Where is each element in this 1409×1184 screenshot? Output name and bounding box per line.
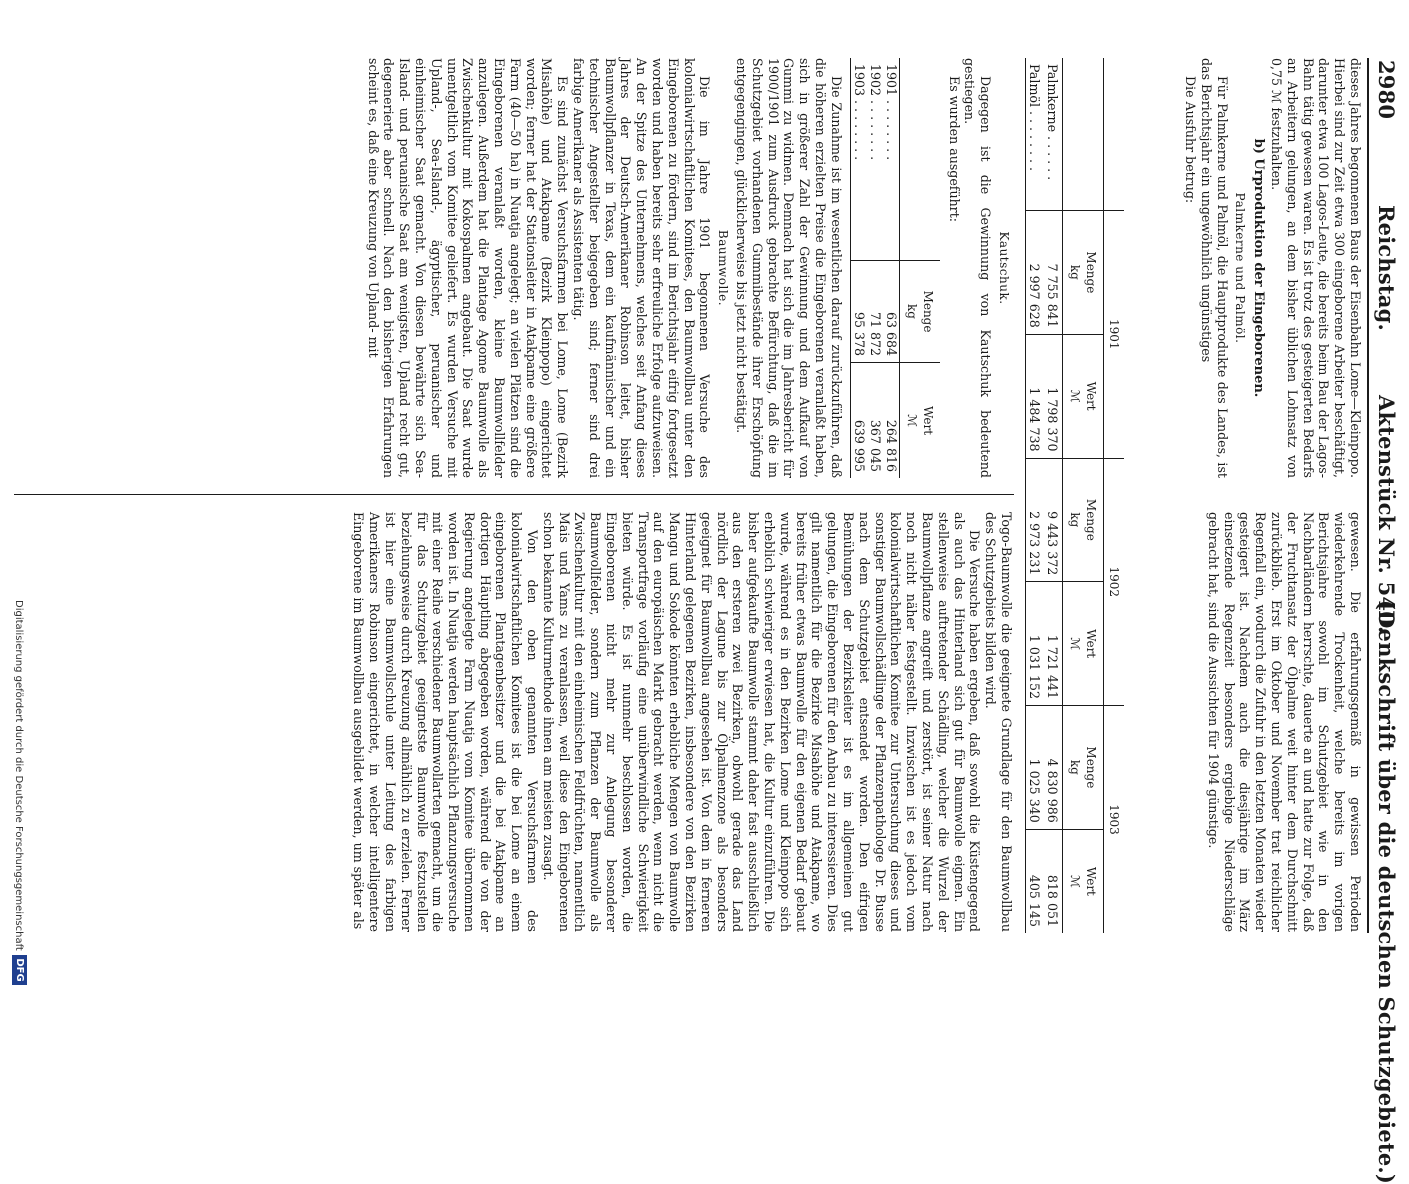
header-right: (Denkschrift über die deutschen Schutzgebiete.) [1374,600,1399,1184]
unit-val: Wert ℳ [1063,829,1104,933]
intro-right-text: gewesen. Die erfahrungsgemäß in gewissen Perioden wiederkehrende Trockenheit, welche bereits im vorigen Berichtsjahre sowohl im Schutzgebiet wie in den Nachbarländern herrschte, dauerte an und hatte zur Folge, daß der Fruchtansatz der Ölpalme weit hinter dem Durchschnitt zurückblieb. Erst im Oktober und November trat reichlicher Regenfall ein, wodurch die Zufuhr in den letzten Monaten wieder gesteigert ist. Nachdem auch die diesjährige im März einsetzende Regenzeit besonders ergiebige Niederschläge gebracht hat, sind die Aussichten für 1904 günstige. [1205,512,1363,932]
table-cell: 1 025 340 [1026,706,1045,830]
kautschuk-paragraph: Die Zunahme ist im wesentlichen darauf zurückzuführen, daß die höheren erzielten Preise die Eingeborenen veranlaßt haben, sich in größerer Zahl der Gewinnung und dem Aufkauf von Gummi zu widmen. Demnach hat sich die im Jahresbericht für 1900/1901 zum Ausdruck gebrachte Befürchtung, daß die im Schutzgebiet vorhandenen Gummibestände ihrer Erschöpfung entgegengingen, glücklicherweise bis jetzt nicht bestätigt. [734,58,844,478]
table-corner-2 [1063,58,1104,211]
palm-export-table [1025,58,1124,933]
section-b-text: Für Palmkerne und Palmöl, die Hauptprodukte des Landes, ist das Berichtsjahr ein ungewöhnlich ungünstiges [1198,58,1230,478]
table-cell: 264 816 [883,363,900,478]
column-divider [14,494,1014,495]
table-cell: 71 872 [867,261,883,363]
header-rule [1367,58,1369,933]
section-b-subheading: Palmkerne und Palmöl. [1233,192,1248,344]
unit-qty: Menge kg [1063,211,1104,335]
table-row [1026,58,1045,933]
table-cell: 1 031 152 [1026,582,1045,706]
baumwolle-right-2: Die Versuche haben ergeben, daß sowohl die Küstengegend als auch das Hinterland sich gut für Baumwolle eignen. Ein stellenweise auftretender Schädling, welcher die Wurzel der Baumwollpflanze angreift und zerstört, ist seiner Natur nach noch nicht näher festgestellt. Inzwischen ist es jedoch vom kolonialwirtschaftlichen Komitee zur Untersuchung dieses und sonstiger Baumwollschädlinge der Pflanzenpathologe Dr. Busse nach dem Schutzgebiet entsendet worden. Den eifrigen Bemühungen der Bezirksleiter ist es im allgemeinen gut gelungen, die Eingeborenen für den Anbau zu interessieren. Dies gilt namentlich für die Bezirke Misahöhe und Atakpame, wo bereits früher etwas Baumwolle für den eigenen Bedarf gebaut wurde, während es in den Bezirken Lome und Kleinpopo sich erheblich schwieriger erwiesen hat, die Kultur einzuführen. Die bisher aufgekaufte Baumwolle stammt daher fast ausschließlich aus den ersteren zwei Bezirken, obwohl gerade das Land nördlich der Lagune bis zur Ölpalmenzone als besonders geeignet für Baumwollbau angesehen ist. Von dem in ferneren Hinterland gelegenen Bezirken, insbesondere von den Bezirken Mangu und Sokode könnten erhebliche Mengen von Baumwolle auf den europäischen Markt gebracht werden, wenn nicht die Transportfrage vorläufig eine unüberwindliche Schwierigkeit bieten würde. Es ist nunmehr beschlossen worden, die Eingeborenen nicht mehr zur Anlegung besonderer Baumwollfelder, sondern zum Pflanzen der Baumwolle als Zwischenkultur mit den einheimischen Feldfrüchten, namentlich Mais und Yams zu veranlassen, weil diese den Eingeborenen schon bekannte Kulturmethode ihnen am meisten zusagt. [540,512,983,932]
table-corner [899,58,940,261]
table-cell: 63 684 [883,261,900,363]
intro-left-text: dieses Jahres begonnenen Baus der Eisenbahn Lome—Kleinpopo. Hierbei sind zur Zeit etwa 300 eingeborene Arbeiter beschäftigt, darunter etwa 100 Lagos-Leute, die bereits beim Bau der Lagos-Bahn tätig gewesen waren. Es ist trotz des gesteigerten Bedarfs an Arbeitern gelungen, an dem bisher üblichen Lohnsatz von 0,75 ℳ festzuhalten. [1269,58,1363,478]
table-cell: 7 755 841 [1044,211,1063,335]
kautschuk-text1: Dagegen ist die Gewinnung von Kautschuk bedeutend gestiegen. [962,58,994,478]
baumwolle-right-3: Von den oben genannten Versuchsfarmen des kolonialwirtschaftlichen Komitees ist die bei Lome an einem eingeborenen Plantagenbesitzer und die bei Atakpame an dortigen Häuptling abgegeben worden, während die von der Regierung angelegte Farm Nuatja vom Komitee übernommen worden ist. In Nuatja werden hauptsächlich Pflanzungsversuche mit einer Reihe verschiedener Baumwollarten gemacht, um die für das Schutzgebiet geeignetste Baumwolle festzustellen beziehungsweise durch Kreuzung allmählich zu erzielen. Ferner ist hier eine Baumwollschule unter Leitung des farbigen Amerikaners Robinson eingerichtet, in welcher intelligentere Eingeborene im Baumwollbau ausgebildet werden, um später als [351,512,541,932]
digitization-credit: Digitalisierung gefördert durch die Deutsche Forschungsgemeinschaft [13,600,24,951]
table-cell: 405 145 [1026,829,1045,933]
kautschuk-heading: Kautschuk. [997,231,1011,305]
header-center: Aktenstück Nr. 540. [1374,395,1399,634]
table-cell: 1 484 738 [1026,334,1045,458]
page-number: 2980 [1374,60,1399,120]
table-row [1044,58,1063,933]
baumwolle-right-1: Togo-Baumwolle die geeignete Grundlage für den Baumwollbau des Schutzgebiets bilden wird. [983,512,1014,932]
unit-qty: Menge kg [1063,458,1104,582]
kautschuk-text2: Es wurden ausgeführt: [946,76,962,223]
baumwolle-paragraph-1: Die im Jahre 1901 begonnenen Versuche des kolonialwirtschaftlichen Komitees, den Baumwollbau unter den Eingeborenen zu fördern, sind im Berichtsjahr eifrig fortgesetzt worden und haben bereits sehr erfreuliche Erfolge aufzuweisen. An der Spitze des Unternehmens, welches seit Anfang dieses Jahres der Deutsch-Amerikaner Robinson leitet, bisher Baumwollpflanzer in Texas, dem ein kaufmännischer und ein technischer Angestellter beigegeben sind; ferner sind drei farbige Amerikaner als Assistenten tätig. [571,58,713,478]
baumwolle-heading: Baumwolle. [716,229,731,307]
kautschuk-qty-head: Menge kg [899,261,940,363]
table-cell: 367 045 [867,363,883,478]
table-cell: 9 443 372 [1044,458,1063,582]
table-corner [1104,58,1125,211]
year-header-1901: 1901 [1104,211,1125,459]
unit-val: Wert ℳ [1063,582,1104,706]
table-cell: 639 995 [850,363,867,478]
dfg-logo: DFG [12,955,27,985]
lower-left-column [365,58,1014,478]
table-cell: 95 378 [850,261,867,363]
table-row [883,58,900,478]
row-label: Palmöl . . . . . . . . [1026,58,1045,211]
year-header-1903: 1903 [1104,706,1125,934]
kautschuk-val-head: Wert ℳ [899,363,940,478]
section-b-text2: Die Ausfuhr betrug: [1183,76,1199,204]
table-cell: 2 997 628 [1026,211,1045,335]
row-label: 1903 . . . . . . . . [850,58,867,261]
table-row [850,58,867,478]
upper-left-column [1182,58,1363,478]
year-header-1902: 1902 [1104,458,1125,706]
header-left: Reichstag. [1374,205,1399,331]
unit-val: Wert ℳ [1063,334,1104,458]
row-label: 1902 . . . . . . . . [867,64,883,161]
unit-qty: Menge kg [1063,706,1104,830]
lower-right-column [351,512,1014,932]
section-b-heading: b) Urproduktion der Eingeborenen. [1251,138,1267,398]
table-cell: 2 973 231 [1026,458,1045,582]
upper-right-column [1205,512,1363,932]
row-label: Palmkerne . . . . . . [1045,64,1061,181]
table-cell: 1 721 441 [1044,582,1063,706]
baumwolle-paragraph-2: Es sind zunächst Versuchsfarmen bei Lome, Lome (Bezirk Misahöhe) und Atakpame (Bezirk Kleinpopo) eingerichtet worden; ferner hat der Stationsleiter in Atakpame eine größere Farm (40—50 ha) in Nuatja angelegt; an vielen Plätzen sind die Eingeborenen veranlaßt worden, kleine Baumwollfelder anzulegen. Außerdem hat die Plantage Agome Baumwolle als Zwischenkultur mit Kokospalmen angebaut. Die Saat wurde unentgeltlich vom Komitee geliefert. Es wurden Versuche mit Upland-, Sea-Island-, ägyptischer, peruanischer und einheimischer Saat gemacht. Von diesen bewährte sich Sea-Island- und peruanische Saat am wenigsten, Upland recht gut, degenerierte aber schnell. Nach den bisherigen Erfahrungen scheint es, daß eine Kreuzung von Upland- mit [365,58,571,478]
kautschuk-table [850,58,940,478]
table-cell: 4 830 986 [1044,706,1063,830]
table-cell: 818 051 [1044,829,1063,933]
table-cell: 1 798 370 [1044,334,1063,458]
table-row [867,58,883,478]
row-label: 1901 . . . . . . . . [883,64,899,161]
